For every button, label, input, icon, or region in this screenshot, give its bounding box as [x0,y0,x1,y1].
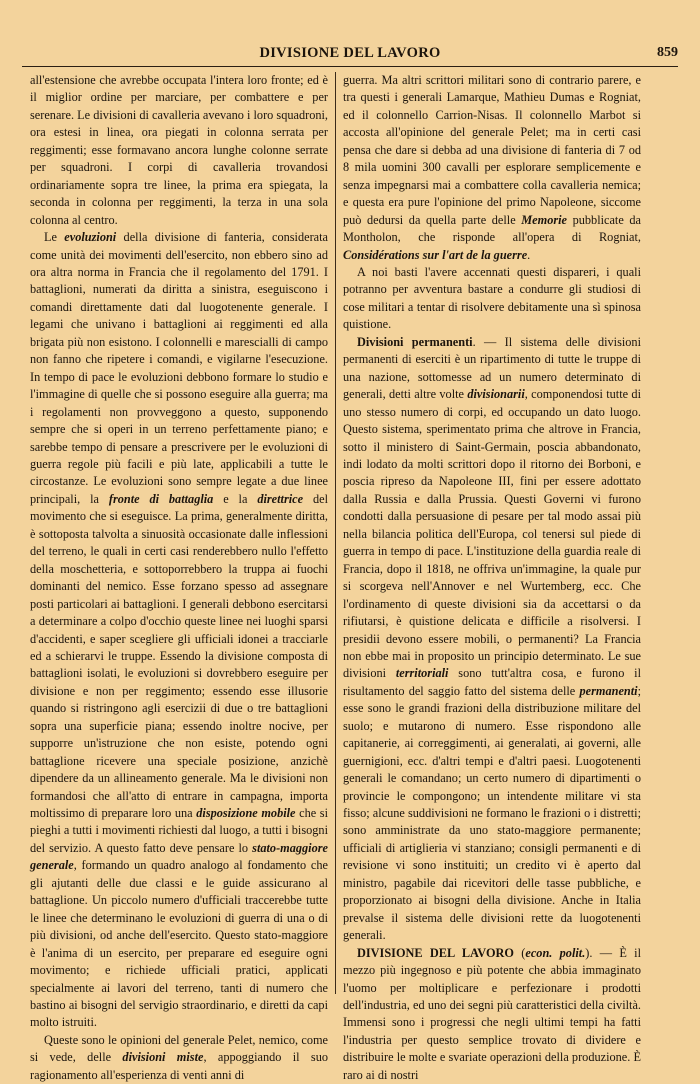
italic-term: permanenti [579,683,638,698]
paragraph: DIVISIONE DEL LAVORO (econ. polit.). — È il mezzo più ingegnoso e più potente che abbia immaginato l'uomo per moltiplicare e perfezionare i prodotti dell'industria, ed uno dei segni più caratteristici della civiltà. Immensi sono i progressi che negli ultimi tempi ha fatti l'industria per questo semplice trovato di dividere e distribuire le molte e svariate operazioni della produzione. È raro ai di nostri [343,945,641,1082]
italic-term: fronte di battaglia [108,491,214,506]
header-title: DIVISIONE DEL LAVORO [259,45,441,61]
left-column [30,72,328,1084]
header-rule [22,66,678,67]
italic-term: Considérations sur l'art de la guerre [343,247,528,262]
italic-term: evoluzioni [64,230,117,245]
italic-term: territoriali [395,666,449,681]
page-number: 859 [657,45,678,60]
column-divider [335,72,336,994]
paragraph: Le evoluzioni della divisione di fanteria, considerata come unità dei movimenti dell'esercito, non ebbero sino ad ora altra norma in Francia che il regolamento del 1791. I battaglioni, numerati da diritta a sinistra, eseguiscono i comandi direttamente dati dal luogotenente generale. I legami che univano i battaglioni ai reggimenti ed alla brigata più non esistono. I colonnelli e marescialli di campo non fanno che ripetere i comandi, e vigilarne l'esecuzione. In tempo di pace le evoluzioni debbono formare lo studio e l'immagine di quelle che si possono eseguire alla guerra; ma i regolamenti non provveggono a questo, supponendo sempre che si operi in un terreno perfettamente piano; e sarebbe tempo di pensare a prescrivere per le evoluzioni di guerra regole più facili e più late, applicabili a tutte le circostanze. Le evoluzioni sono sempre legate a due linee principali, la fronte di battaglia e la direttrice del movimento che si eseguisce. La prima, generalmente diritta, è sottoposta talvolta a sinuosità occasionate dalle inflessioni del terreno, le quali in certi casi renderebbero nullo l'effetto della moschetteria, e sottoporrebbero la truppa ai fuochi dominanti del nemico. Esse forzano spesso ad assegnare posti particolari ai battaglioni. I generali debbono esercitarsi a determinare a colpo d'occhio queste linee nei luoghi sparsi d'accidenti, e saper scegliere gli ufficiali idonei a tracciarle ed a schierarvi le truppe. Essendo la divisione composta di battaglioni isolati, le evoluzioni si dovrebbero eseguire per divisione e non per reggimento; essendo esse illusorie quando si ristringono agli esercizii di due o tre battaglioni sopra una superficie piana; essendo inoltre nocive, per supporre un'istruzione che non esiste, potendo ogni battaglione ricevere una speciale posizione, anzichè dipendere da un allineamento generale. Ma le divisioni non formandosi che all'atto di entrare in campagna, importa moltissimo di preparare loro una disposizione mobile che si pieghi a tutti i movimenti richiesti dal luogo, a tutti i bisogni del servizio. A questo fatto deve pensare lo stato-maggiore generale, formando un quadro analogo al fondamento che gli ajutanti delle due classi e le guide assicurano al battaglione. Un piccolo numero d'ufficiali traccerebbe tutte le linee che determinano le evoluzioni di guerra di una o di più divisioni, od anche dell'esercito. Questo stato-maggiore è l'anima di un esercito, per preparare ed eseguire ogni movimento; e richiede ufficiali pratici, applicati specialmente ai lavori del terreno, tanti di numero che bastino ai bisogni del servigio straordinario, e diretti da capi molto istruiti. [30,230,329,1030]
right-column [343,72,641,1084]
italic-term: direttrice [257,491,304,506]
paragraph: Divisioni permanenti. — Il sistema delle divisioni permanenti di eserciti è un ripartimento di tutte le truppe di una nazione, sottomesse ad un numero determinato di generali, detti altre volte divisionarii, componendosi tutte di uno stesso numero di corpi, ed occupando un dato luogo. Questo sistema, sperimentato prima che altrove in Francia, sotto il ministero di Saint-Germain, poscia abbandonato, indi lodato da molti scrittori dopo il ritorno dei Borboni, e poscia ripreso da Napoleone III, fini per essere adottato dalla Russia e dalla Prussia. Questi Governi vi furono condotti dalla persuasione di pesare per tal modo assai più nella bilancia politica dell'Europa, col tenersi sul piede di guerra in tempo di pace. L'instituzione della guardia reale di Francia, dopo il 1818, ne offriva un'immagine, la quale pur si scorgeva nell'Annover e nel Wurtemberg, ecc. Che l'ordinamento di queste divisioni sia da accettarsi o da rifiutarsi, è quistione delicata e difficile a risolversi. I presidii devono essere mobili, o permanenti? La Francia non ebbe mai in proposito un principio determinato. Le sue divisioni territoriali sono tutt'altra cosa, e furono il risultamento del saggio fatto del sistema delle permanenti; esse sono le grandi frazioni della distribuzione militare del suolo; e mutarono di numero. Esse rispondono alle capitanerie, ai correggimenti, ai generalati, ai governi, alle guernigioni, ecc. d'altri tempi e d'altri paesi. Luogotenenti generali le comandano; un certo numero di dipartimenti o provincie le compongono; un intendente militare vi sta fisso; alcune suddivisioni ne formano le frazioni o i distretti; sono amministrate da uno stato-maggiore permanente; ufficiali di artiglieria vi stanziano; consigli permanenti e di revisione vi sono instituiti; un credito vi è aperto dal ministro, pagabile dai ricevitori delle tasse pubbliche, e proporzionato ai bisogni della divisione. Anche in Italia prevalse il sistema delle divisioni rette da luogotenenti generali. [343,334,641,943]
italic-term: Memorie [521,212,568,227]
text-columns [30,72,678,1082]
italic-term: divisionarii [467,387,525,402]
paragraph: guerra. Ma altri scrittori militari sono di contrario parere, e tra questi i generali Lamarque, Mathieu Dumas e Rogniat, ed il colonnello Carrion-Nisas. Il colonnello Marbot si accosta all'opinione del generale Pelet; ma in certi casi pensa che dare si debba ad una divisione di fanteria di 7 od 8 mila uomini 300 cavalli per esplorare semplicemente e senza impegnarsi mai a combattere colla cavalleria nemica; e questa era pure l'opinione del primo Napoleone, siccome può dedursi da quella parte delle Memorie pubblicate da Montholon, che risponde all'opera di Rogniat, Considérations sur l'art de la guerre. [343,73,641,262]
running-header [22,45,678,67]
italic-term: divisioni miste [122,1050,204,1065]
entry-heading: DIVISIONE DEL LAVORO [357,945,514,960]
section-heading: Divisioni permanenti [357,334,473,349]
italic-term: disposizione mobile [196,806,296,821]
italic-term: stato-maggiore generale [30,840,328,873]
paragraph: A noi basti l'avere accennati questi dispareri, i quali potranno per avventura bastare a condurre gli studiosi di cose militari a tentar di risolvere debitamente una sì spinosa quistione. [343,264,641,332]
italic-term: econ. polit. [525,945,586,960]
paragraph: all'estensione che avrebbe occupata l'intera loro fronte; ed è il miglior ordine per marciare, per combattere e per serenare. Le divisioni di cavalleria avevano i loro squadroni, ora estesi in linea, ora piegati in colonna serrata per reggimenti; esse formavano ancora lunghe colonne serrate per squadroni. I corpi di cavalleria trovandosi ordinariamente sopra tre linee, la prima era spiegata, la seconda in colonna per reggimenti, la terza in una sola colonna al centro. [30,73,328,227]
paragraph: Queste sono le opinioni del generale Pelet, nemico, come si vede, delle divisioni miste, appoggiando il suo ragionamento all'esperienza di venti anni di [30,1032,328,1082]
